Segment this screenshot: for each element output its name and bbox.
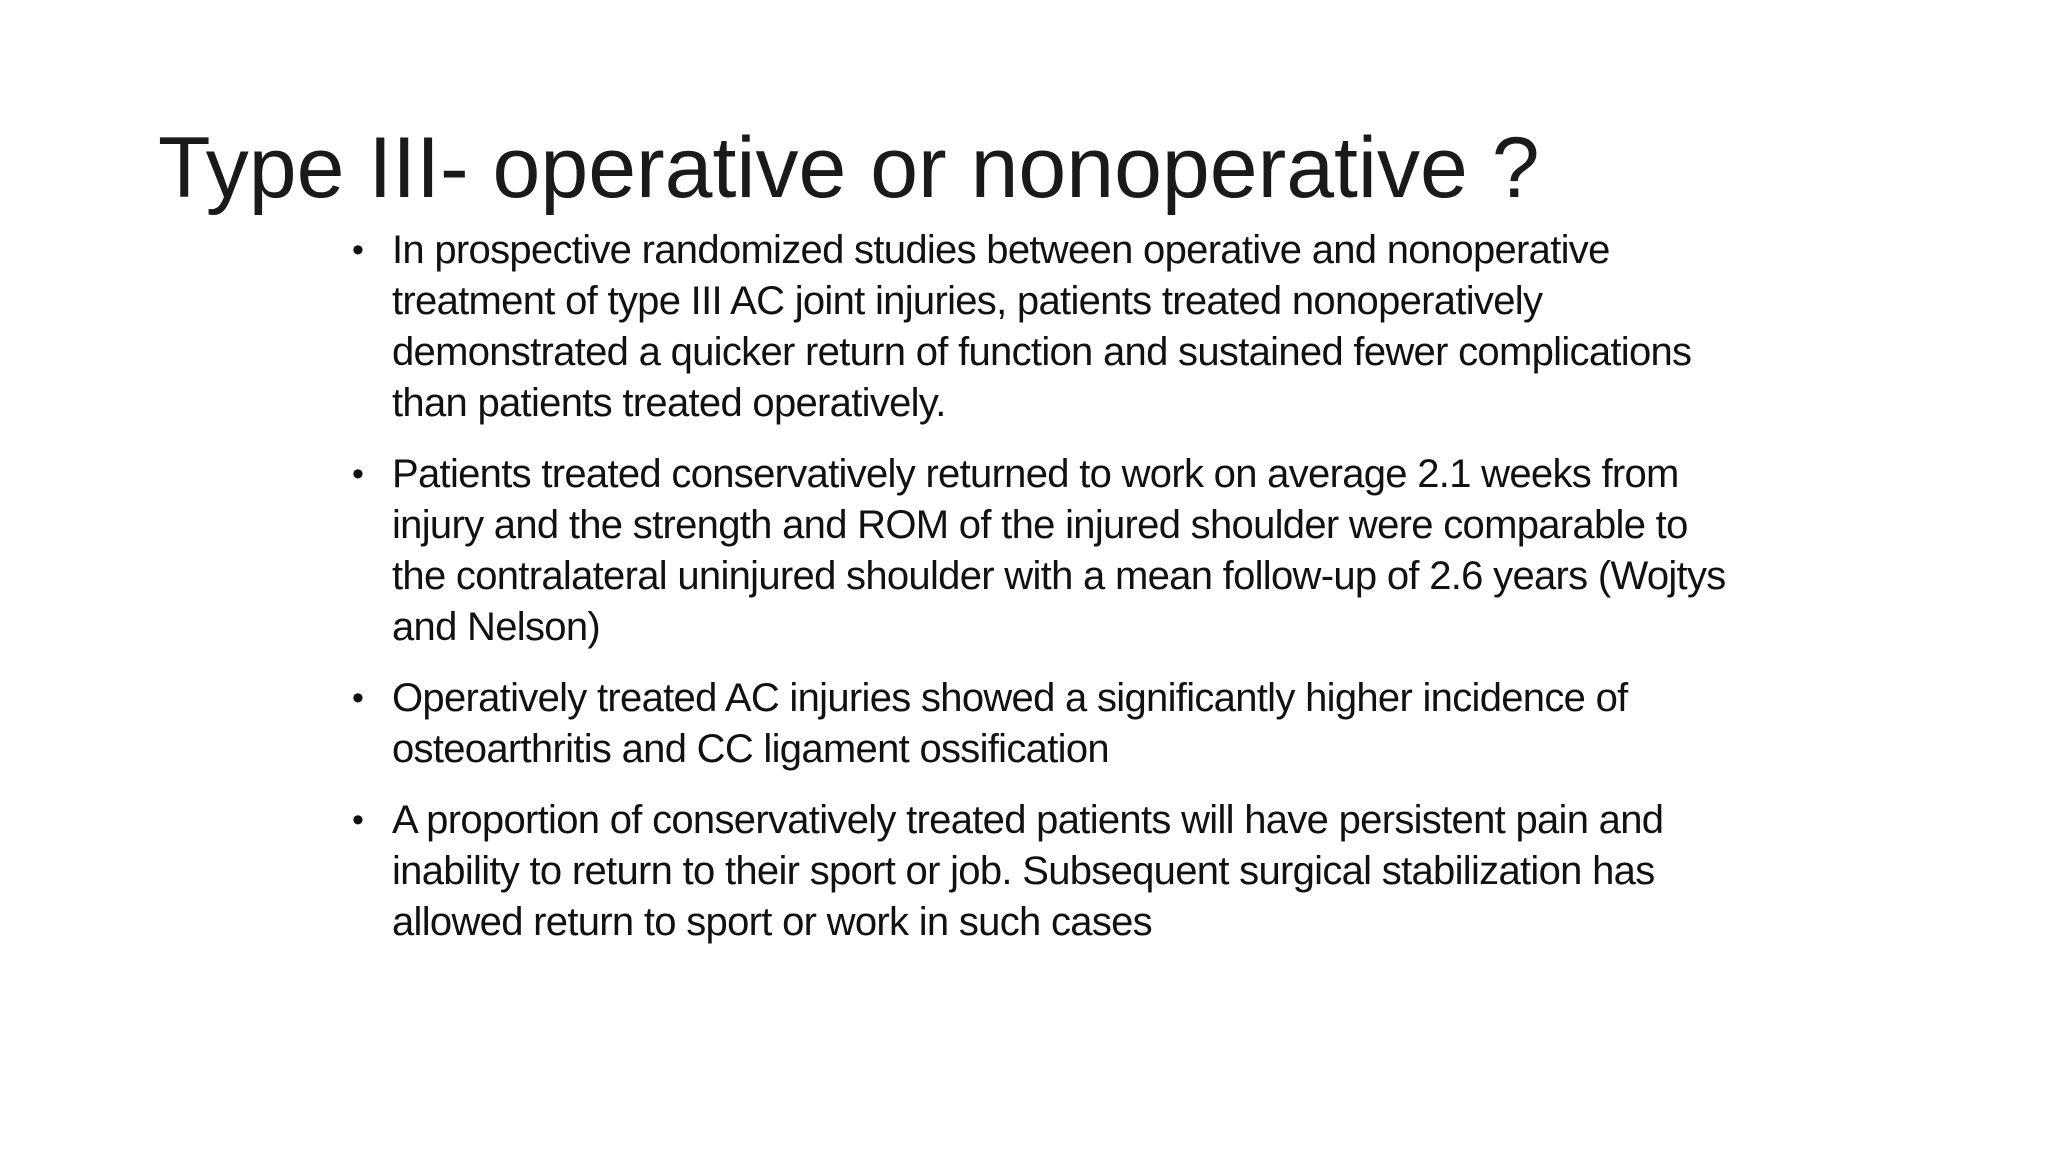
- bullet-text: A proportion of conservatively treated patients will have persistent pain and inability to return to their sport or job. Subsequent surgical stabilization has allowed return to sport or work in such cases: [392, 798, 1664, 944]
- bullet-item: [352, 225, 1732, 429]
- bullet-dot-icon: •: [352, 679, 364, 717]
- bullet-text: Operatively treated AC injuries showed a significantly higher incidence of osteoarthritis and CC ligament ossification: [392, 676, 1628, 771]
- bullet-list: [352, 225, 1732, 968]
- bullet-item: [352, 449, 1732, 653]
- bullet-text: In prospective randomized studies between operative and nonoperative treatment of type III AC joint injuries, patients treated nonoperatively demonstrated a quicker return of function and sustained fewer complications than patients treated operatively.: [392, 228, 1692, 425]
- slide-title: Type III- operative or nonoperative ?: [158, 120, 1540, 216]
- bullet-dot-icon: •: [352, 801, 364, 839]
- bullet-text: Patients treated conservatively returned to work on average 2.1 weeks from injury and the strength and ROM of the injured shoulder were comparable to the contralateral uninjured shoulder with a mean follow-up of 2.6 years (Wojtys and Nelson): [392, 452, 1726, 649]
- bullet-dot-icon: •: [352, 455, 364, 493]
- bullet-item: [352, 673, 1732, 775]
- bullet-dot-icon: •: [352, 231, 364, 269]
- bullet-item: [352, 795, 1732, 948]
